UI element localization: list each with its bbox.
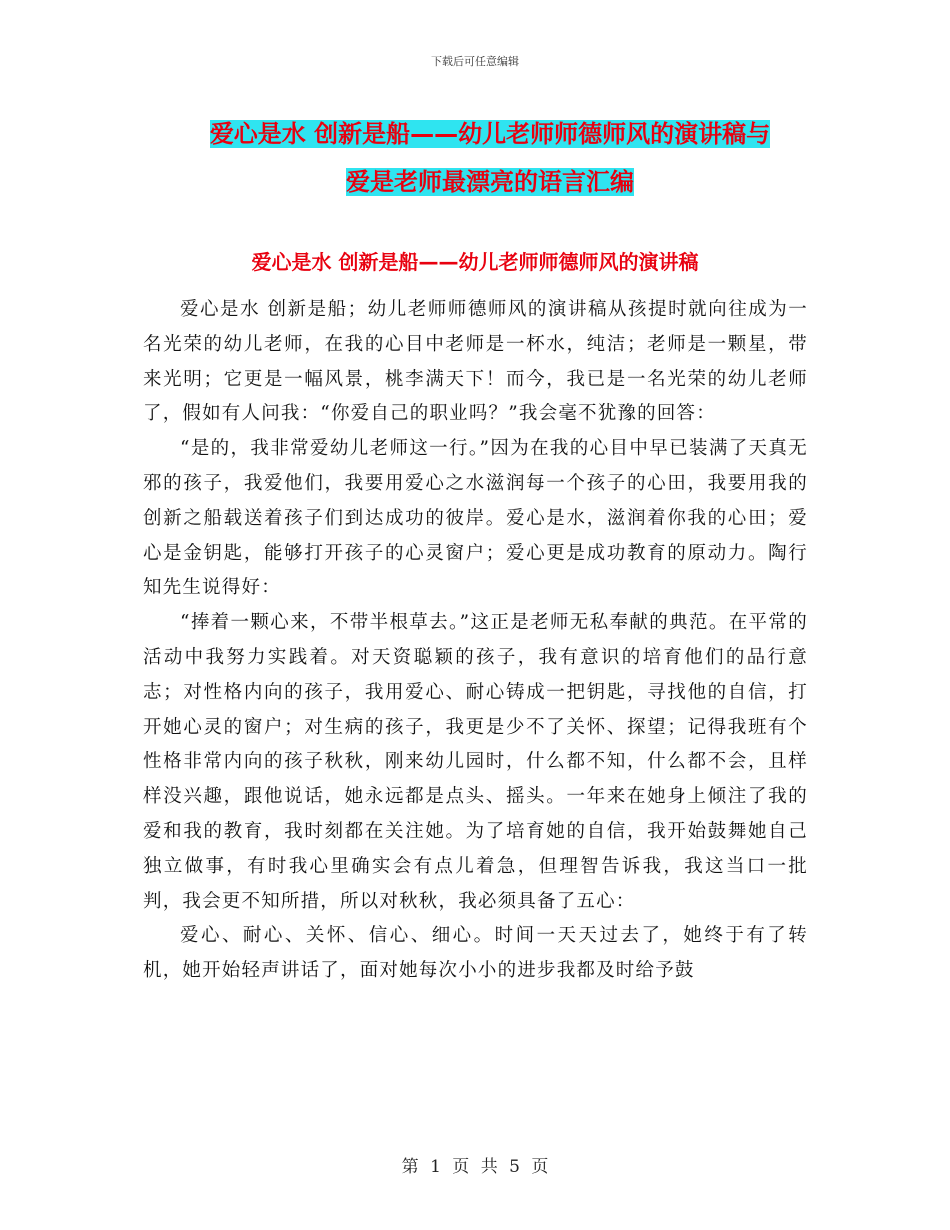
paragraph: “是的，我非常爱幼儿老师这一行。”因为在我的心目中早已装满了天真无邪的孩子，我爱他们，我要用爱心之水滋润每一个孩子的心田，我要用我的创新之船载送着孩子们到达成功的彼岸。爱心是水，滋润着你我的心田；爱心是金钥匙，能够打开孩子的心灵窗户；爱心更是成功教育的原动力。陶行知先生说得好： [143, 438, 808, 599]
paragraph: “捧着一颗心来，不带半根草去。”这正是老师无私奉献的典范。在平常的活动中我努力实践着。对天资聪颖的孩子，我有意识的培育他们的品行意志；对性格内向的孩子，我用爱心、耐心铸成一把钥匙，寻找他的自信，打开她心灵的窗户；对生病的孩子，我更是少不了关怀、探望；记得我班有个性格非常内向的孩子秋秋，刚来幼儿园时，什么都不知，什么都不会，且样样没兴趣，跟他说话，她永远都是点头、摇头。一年来在她身上倾注了我的爱和我的教育，我时刻都在关注她。为了培育她的自信，我开始鼓舞她自己独立做事，有时我心里确实会有点儿着急，但理智告诉我，我这当口一批判，我会更不知所措，所以对秋秋，我必须具备了五心： [143, 612, 808, 912]
document-title [140, 110, 840, 206]
paragraph: 爱心、耐心、关怀、信心、细心。时间一天天过去了，她终于有了转机，她开始轻声讲话了，面对她每次小小的进步我都及时给予鼓 [143, 925, 808, 982]
page-footer: 第 1 页 共 5 页 [401, 1157, 549, 1177]
document-title-line-2: 爱是老师最漂亮的语言汇编 [346, 168, 634, 196]
body-text [143, 293, 808, 989]
paragraph: 爱心是水 创新是船；幼儿老师师德师风的演讲稿从孩提时就向往成为一名光荣的幼儿老师，在我的心目中老师是一杯水，纯洁；老师是一颗星，带来光明；它更是一幅风景，桃李满天下！而今，我已是一名光荣的幼儿老师了，假如有人问我：“你爱自己的职业吗？”我会毫不犹豫的回答： [143, 299, 808, 425]
section-title: 爱心是水 创新是船——幼儿老师师德师风的演讲稿 [251, 250, 699, 274]
document-title-line-1: 爱心是水 创新是船——幼儿老师师德师风的演讲稿与 [209, 120, 771, 148]
page-header-note: 下载后可任意编辑 [431, 55, 519, 68]
